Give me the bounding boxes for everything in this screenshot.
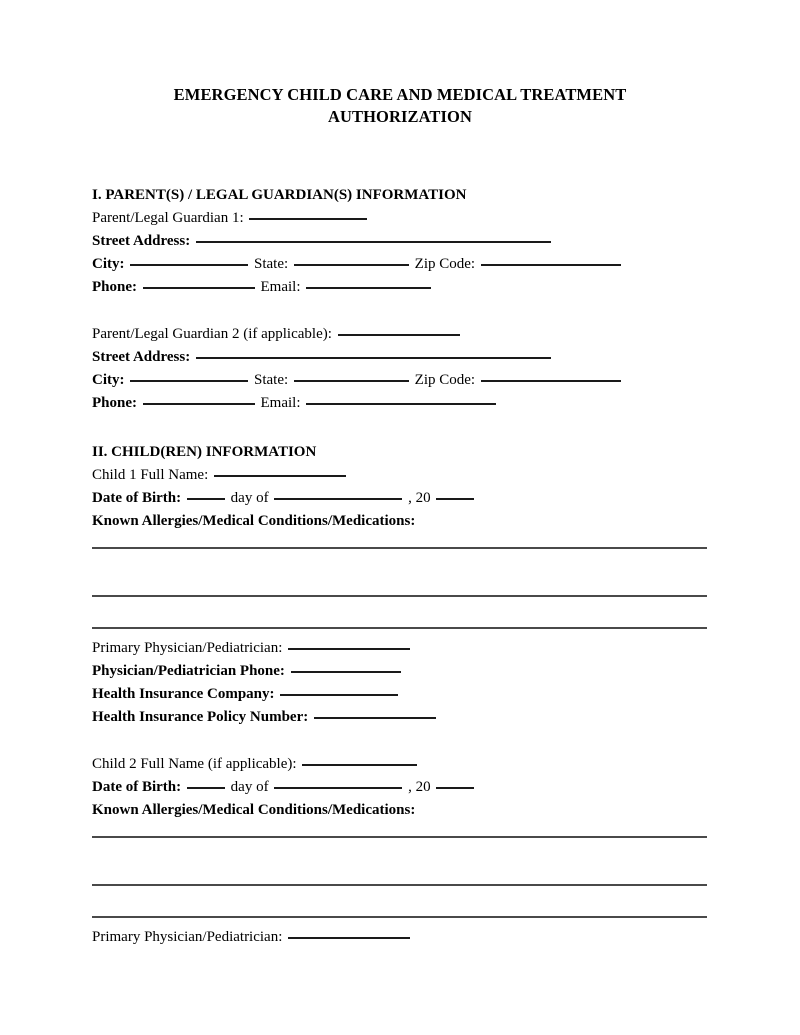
field-child1-dob xyxy=(92,487,708,510)
child1-insurance-policy-label: Health Insurance Policy Number: xyxy=(92,709,309,725)
field-child2-allergies-label xyxy=(92,799,708,822)
guardian2-state-label: State: xyxy=(254,372,289,388)
child2-name-blank[interactable] xyxy=(302,764,417,766)
spacer xyxy=(92,838,708,884)
section-heading-children: II. CHILD(REN) INFORMATION xyxy=(92,444,317,460)
guardian2-email-blank[interactable] xyxy=(306,403,496,405)
guardian1-phone-blank[interactable] xyxy=(143,287,255,289)
child1-dob-year-blank[interactable] xyxy=(436,498,474,500)
child1-insurance-company-label: Health Insurance Company: xyxy=(92,686,275,702)
guardian1-street-blank[interactable] xyxy=(196,241,551,243)
page-title-line-2: AUTHORIZATION xyxy=(327,107,472,126)
field-child2-dob xyxy=(92,776,708,799)
guardian2-city-blank[interactable] xyxy=(130,380,248,382)
child1-physician-phone-label: Physician/Pediatrician Phone: xyxy=(92,663,285,679)
spacer xyxy=(92,549,708,595)
guardian1-name-label: Parent/Legal Guardian 1: xyxy=(92,210,244,226)
spacer xyxy=(92,415,708,441)
page-content xyxy=(92,0,708,949)
guardian2-name-blank[interactable] xyxy=(338,334,460,336)
guardian1-state-blank[interactable] xyxy=(294,264,409,266)
field-child1-insurance-policy xyxy=(92,706,708,729)
child2-dob-month-blank[interactable] xyxy=(274,787,402,789)
field-guardian1-city-state-zip xyxy=(92,253,708,276)
guardian2-phone-label: Phone: xyxy=(92,395,137,411)
child1-dob-year-separator: , 20 xyxy=(408,490,431,506)
spacer xyxy=(92,597,708,627)
field-guardian1-street xyxy=(92,230,708,253)
field-guardian1-name xyxy=(92,207,708,230)
field-guardian2-phone-email xyxy=(92,392,708,415)
child1-name-blank[interactable] xyxy=(214,475,346,477)
field-guardian2-city-state-zip xyxy=(92,369,708,392)
child1-insurance-company-blank[interactable] xyxy=(280,694,398,696)
child1-dob-month-blank[interactable] xyxy=(274,498,402,500)
child1-physician-phone-blank[interactable] xyxy=(291,671,401,673)
guardian2-street-blank[interactable] xyxy=(196,357,551,359)
child2-allergies-label: Known Allergies/Medical Conditions/Medications: xyxy=(92,802,416,818)
page-title xyxy=(92,84,708,128)
guardian1-state-label: State: xyxy=(254,256,289,272)
child1-name-label: Child 1 Full Name: xyxy=(92,467,209,483)
guardian2-street-label: Street Address: xyxy=(92,349,191,365)
child2-physician-label: Primary Physician/Pediatrician: xyxy=(92,929,283,945)
spacer xyxy=(92,729,708,753)
child1-physician-blank[interactable] xyxy=(288,648,410,650)
guardian1-city-blank[interactable] xyxy=(130,264,248,266)
spacer xyxy=(92,886,708,916)
spacer xyxy=(92,128,708,184)
guardian1-city-label: City: xyxy=(92,256,125,272)
child2-dob-day-separator: day of xyxy=(230,779,269,795)
guardian2-name-label: Parent/Legal Guardian 2 (if applicable): xyxy=(92,326,332,342)
field-guardian1-phone-email xyxy=(92,276,708,299)
field-child1-allergies-label xyxy=(92,510,708,533)
guardian1-name-blank[interactable] xyxy=(249,218,367,220)
spacer xyxy=(92,629,708,637)
spacer xyxy=(92,533,708,547)
child1-dob-day-blank[interactable] xyxy=(187,498,225,500)
guardian1-street-label: Street Address: xyxy=(92,233,191,249)
section-heading-parents: I. PARENT(S) / LEGAL GUARDIAN(S) INFORMATION xyxy=(92,187,467,203)
child1-insurance-policy-blank[interactable] xyxy=(314,717,436,719)
guardian2-zip-blank[interactable] xyxy=(481,380,621,382)
guardian2-email-label: Email: xyxy=(260,395,301,411)
field-child1-name xyxy=(92,464,708,487)
child2-dob-year-blank[interactable] xyxy=(436,787,474,789)
guardian1-email-label: Email: xyxy=(260,279,301,295)
child1-dob-day-separator: day of xyxy=(230,490,269,506)
guardian1-zip-blank[interactable] xyxy=(481,264,621,266)
guardian1-email-blank[interactable] xyxy=(306,287,431,289)
guardian2-state-blank[interactable] xyxy=(294,380,409,382)
spacer xyxy=(92,299,708,323)
field-child1-insurance-company xyxy=(92,683,708,706)
page-title-line-1: EMERGENCY CHILD CARE AND MEDICAL TREATMENT xyxy=(173,85,627,104)
guardian1-zip-label: Zip Code: xyxy=(414,256,476,272)
child1-dob-label: Date of Birth: xyxy=(92,490,182,506)
guardian2-phone-blank[interactable] xyxy=(143,403,255,405)
guardian2-zip-label: Zip Code: xyxy=(414,372,476,388)
child1-allergies-label: Known Allergies/Medical Conditions/Medications: xyxy=(92,513,416,529)
field-guardian2-street xyxy=(92,346,708,369)
child2-dob-day-blank[interactable] xyxy=(187,787,225,789)
spacer xyxy=(92,822,708,836)
field-guardian2-name xyxy=(92,323,708,346)
guardian2-city-label: City: xyxy=(92,372,125,388)
child2-physician-blank[interactable] xyxy=(288,937,410,939)
child2-name-label: Child 2 Full Name (if applicable): xyxy=(92,756,297,772)
child2-dob-label: Date of Birth: xyxy=(92,779,182,795)
field-child2-physician xyxy=(92,926,708,949)
child1-physician-label: Primary Physician/Pediatrician: xyxy=(92,640,283,656)
field-child1-physician-phone xyxy=(92,660,708,683)
guardian1-phone-label: Phone: xyxy=(92,279,137,295)
child2-dob-year-separator: , 20 xyxy=(408,779,431,795)
spacer xyxy=(92,918,708,926)
field-child1-physician xyxy=(92,637,708,660)
field-child2-name xyxy=(92,753,708,776)
